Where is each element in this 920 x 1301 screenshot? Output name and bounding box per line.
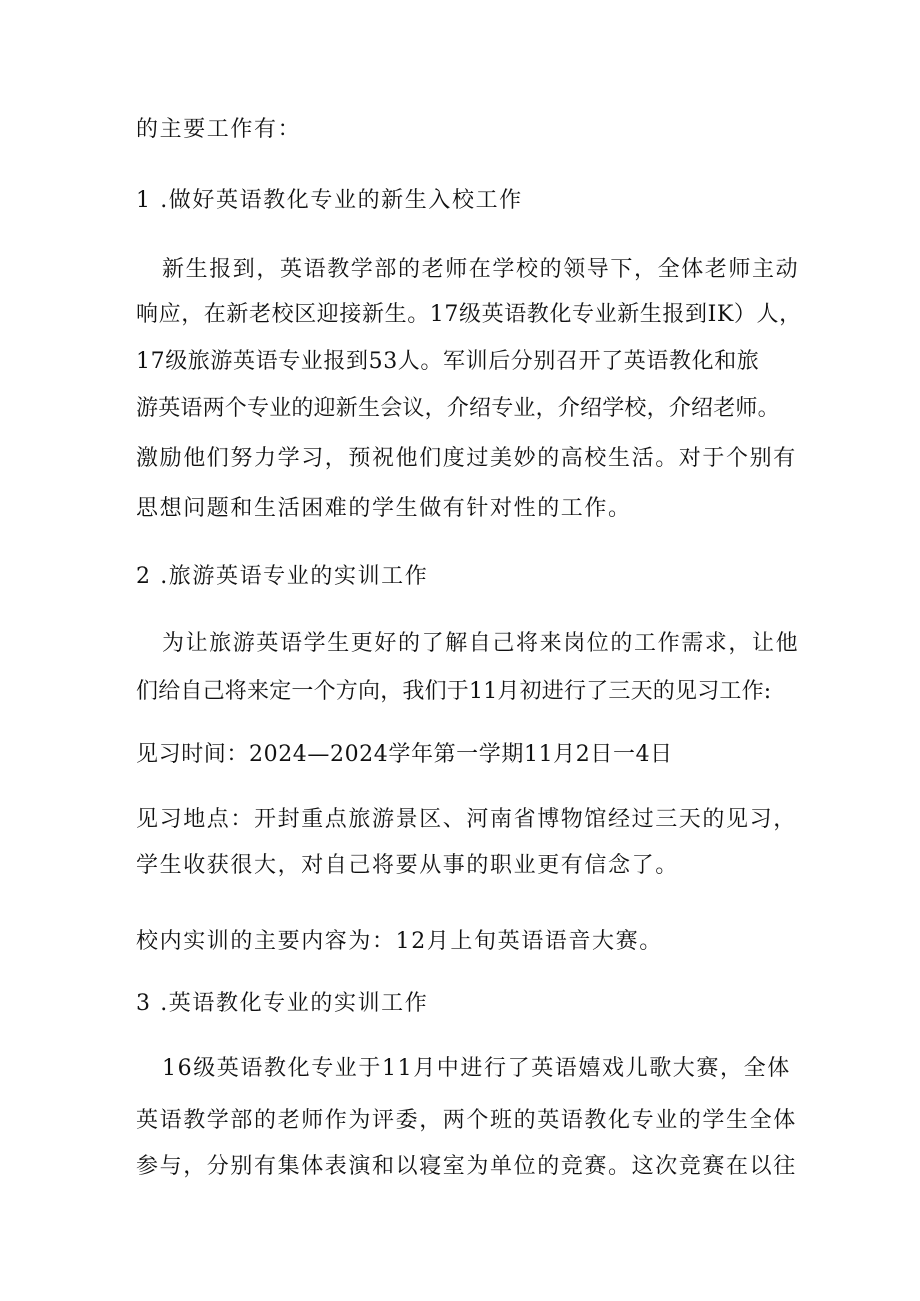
paragraph-line: 为让旅游英语学生更好的了解自己将来岗位的工作需求，让他 — [162, 631, 800, 656]
paragraph-line: 学生收获很大，对自己将要从事的职业更有信念了。 — [136, 853, 679, 878]
paragraph-line: 17级旅游英语专业报到53人。军训后分别召开了英语教化和旅 — [136, 349, 760, 374]
section-heading: 2 .旅游英语专业的实训工作 — [136, 564, 429, 589]
paragraph-line: 响应，在新老校区迎接新生。17级英语教化专业新生报到IK）人， — [136, 302, 802, 327]
paragraph-line: 见习时间：2024—2024学年第一学期11月2日一4日 — [136, 742, 673, 767]
paragraph-line: 游英语两个专业的迎新生会议，介绍专业，介绍学校，介绍老师。 — [136, 396, 780, 421]
paragraph-line: 校内实训的主要内容为：12月上旬英语语音大赛。 — [136, 929, 663, 954]
text-line: 的主要工作有： — [136, 117, 302, 142]
paragraph-line: 们给自己将来定一个方向，我们于11月初进行了三天的见习工作: — [136, 679, 772, 704]
paragraph-line: 参与，分别有集体表演和以寝室为单位的竞赛。这次竞赛在以往 — [136, 1154, 797, 1179]
section-heading: 1 .做好英语教化专业的新生入校工作 — [136, 188, 523, 213]
paragraph-line: 激励他们努力学习，预祝他们度过美妙的高校生活。对于个别有 — [136, 446, 797, 471]
paragraph-line: 思想问题和生活困难的学生做有针对性的工作。 — [136, 496, 632, 521]
section-heading: 3 .英语教化专业的实训工作 — [136, 991, 429, 1016]
paragraph-line: 英语教学部的老师作为评委，两个班的英语教化专业的学生全体 — [136, 1108, 797, 1133]
paragraph-line: 新生报到，英语教学部的老师在学校的领导下，全体老师主动 — [162, 257, 800, 282]
paragraph-line: 见习地点：开封重点旅游景区、河南省博物馆经过三天的见习， — [136, 807, 797, 832]
paragraph-line: 16级英语教化专业于11月中进行了英语嬉戏儿歌大赛，全体 — [162, 1056, 791, 1081]
